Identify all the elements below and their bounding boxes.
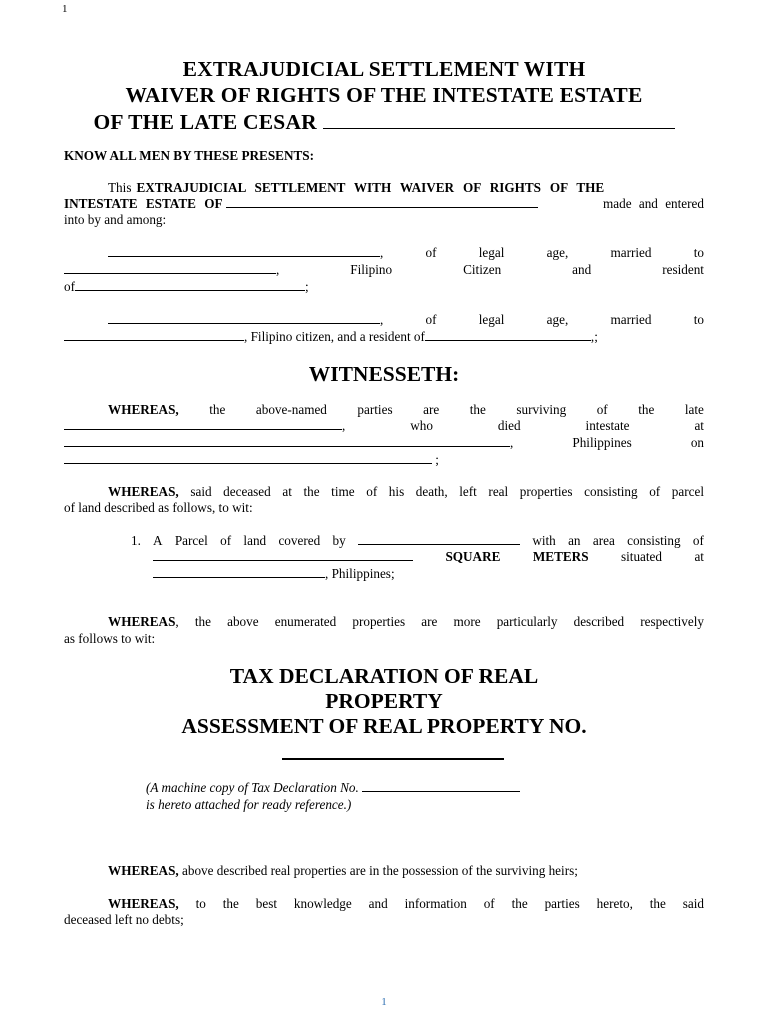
word-legal: legal	[478, 312, 505, 327]
word: on	[690, 435, 704, 450]
word-of: of	[425, 312, 437, 327]
estate-name-blank	[226, 196, 538, 208]
whereas1-line-4	[64, 452, 704, 468]
deceased-name-blank	[64, 418, 342, 430]
whereas1-line-3	[64, 435, 704, 451]
word: who	[410, 418, 433, 433]
word: an	[568, 533, 581, 548]
party2-residence-blank	[425, 329, 591, 341]
witnesseth-heading: WITNESSETH:	[308, 362, 460, 386]
whereas5-line-1	[64, 896, 704, 912]
party1-name-blank	[108, 245, 380, 257]
whereas-label: WHEREAS,	[108, 484, 179, 499]
intro-line-3: into by and among:	[64, 212, 167, 227]
party1-line-2	[64, 262, 704, 278]
page-number-bottom: 1	[381, 996, 387, 1008]
word: land	[243, 533, 267, 548]
location-blank	[153, 566, 325, 578]
word: Philippines	[572, 435, 632, 450]
tax-heading-line-3: ASSESSMENT OF REAL PROPERTY NO.	[181, 714, 587, 738]
whereas-label: WHEREAS,	[108, 402, 179, 417]
word: covered	[278, 533, 321, 548]
word-married: married	[610, 312, 652, 327]
party1-spouse-blank	[64, 262, 276, 274]
word-to: to	[693, 245, 704, 260]
whereas5-line-2: deceased left no debts;	[64, 912, 184, 927]
intro-line-1	[64, 180, 704, 196]
whereas-label: WHEREAS,	[108, 896, 179, 911]
comma: ,	[380, 245, 384, 260]
name-blank	[323, 108, 675, 129]
word-and: and	[572, 262, 592, 277]
word: late	[684, 402, 704, 417]
comma: ,	[380, 312, 384, 327]
comma: ,	[342, 418, 346, 433]
whereas2-line-2: of land described as follows, to wit:	[64, 500, 253, 515]
word: area	[592, 533, 615, 548]
whereas-label: WHEREAS,	[108, 863, 179, 878]
tax-declaration-blank	[362, 780, 520, 792]
whereas4-text: above described real properties are in the possession of the surviving heirs;	[182, 863, 578, 878]
intro-bold-text: EXTRAJUDICIAL SETTLEMENT WITH WAIVER OF RIGHTS OF THE	[136, 180, 605, 195]
word: of	[692, 533, 704, 548]
whereas1-line-2	[64, 418, 704, 434]
word: SQUARE	[445, 549, 501, 564]
word: the	[638, 402, 655, 417]
death-place-blank	[64, 435, 510, 447]
word-to: to	[693, 312, 704, 327]
title-line-3	[40, 108, 728, 135]
word: A	[153, 533, 163, 548]
party1-line-1	[64, 245, 704, 261]
party2-name-blank	[108, 312, 380, 324]
whereas2-text: said deceased at the time of his death, left real properties consisting of parcel	[190, 484, 705, 499]
word: consisting	[627, 533, 681, 548]
word: by	[332, 533, 346, 548]
whereas3-text: , the above enumerated properties are more particularly described respectively	[175, 614, 704, 629]
whereas-label: WHEREAS	[108, 614, 176, 629]
word: surviving	[516, 402, 567, 417]
item1-tail: , Philippines;	[325, 566, 395, 581]
word-age: age,	[546, 245, 569, 260]
word: above-named	[255, 402, 327, 417]
word-married: married	[610, 245, 652, 260]
word: intestate	[585, 418, 630, 433]
party1-residence-blank	[75, 279, 305, 291]
word: of	[220, 533, 232, 548]
word: situated	[620, 549, 663, 564]
intro-bold-words	[136, 180, 704, 196]
party2-line-2	[64, 329, 704, 345]
word-filipino: Filipino	[350, 262, 393, 277]
comma: ,	[276, 262, 280, 277]
machine-copy-line-1	[146, 780, 520, 796]
party1-line-3	[64, 279, 704, 295]
item1-line-2	[153, 549, 704, 565]
semicolon: ;	[305, 279, 309, 294]
title-line-1: EXTRAJUDICIAL SETTLEMENT WITH	[182, 57, 586, 81]
tax-heading-line-2: PROPERTY	[325, 689, 443, 713]
party2-tail: , Filipino citizen, and a resident of	[244, 329, 425, 344]
area-blank	[153, 549, 413, 561]
whereas3-line-1	[64, 614, 704, 630]
party2-end: ,;	[590, 329, 598, 344]
whereas3-line-2: as follows to wit:	[64, 631, 156, 646]
intro-rest: made and entered	[603, 196, 704, 211]
word: METERS	[532, 549, 589, 564]
semicolon: ;	[435, 452, 439, 467]
word: parties	[357, 402, 393, 417]
word: are	[423, 402, 440, 417]
intro-this: This	[108, 180, 132, 195]
word: the	[209, 402, 226, 417]
whereas5-text: to the best knowledge and information of the parties hereto, the said	[195, 896, 705, 911]
death-date-blank	[64, 452, 432, 464]
title-line-3-text: OF THE LATE CESAR	[93, 110, 317, 134]
intro-line-2	[64, 196, 704, 212]
whereas1-line-1	[64, 402, 704, 418]
word: died	[497, 418, 521, 433]
word-of: of	[64, 279, 75, 294]
word-resident: resident	[662, 262, 704, 277]
comma: ,	[510, 435, 514, 450]
word: at	[694, 549, 704, 564]
word-citizen: Citizen	[463, 262, 502, 277]
party2-line-1	[64, 312, 704, 328]
item1-number: 1.	[131, 533, 141, 548]
item1-line-1	[153, 533, 704, 549]
tax-heading-line-1: TAX DECLARATION OF REAL	[229, 664, 539, 688]
word: Parcel	[174, 533, 208, 548]
word-age: age,	[546, 312, 569, 327]
word: the	[469, 402, 486, 417]
word-legal: legal	[478, 245, 505, 260]
word: of	[596, 402, 608, 417]
item1-line-3	[153, 566, 704, 582]
party2-spouse-blank	[64, 329, 244, 341]
word: with	[532, 533, 556, 548]
page-number-top: 1	[62, 3, 68, 15]
word: at	[694, 418, 704, 433]
machine-copy-text: (A machine copy of Tax Declaration No.	[146, 780, 359, 795]
know-all-text: KNOW ALL MEN BY THESE PRESENTS:	[64, 148, 315, 163]
assessment-number-blank	[282, 758, 504, 760]
know-all-heading	[64, 148, 704, 164]
machine-copy-line-2: is hereto attached for ready reference.)	[146, 797, 352, 812]
title-line-2: WAIVER OF RIGHTS OF THE INTESTATE ESTATE	[125, 83, 643, 107]
whereas2-line-1	[64, 484, 704, 500]
intro-bold2: INTESTATE ESTATE OF	[64, 196, 223, 211]
word-of: of	[425, 245, 437, 260]
whereas4-line	[64, 863, 704, 879]
title-number-blank	[358, 533, 520, 545]
